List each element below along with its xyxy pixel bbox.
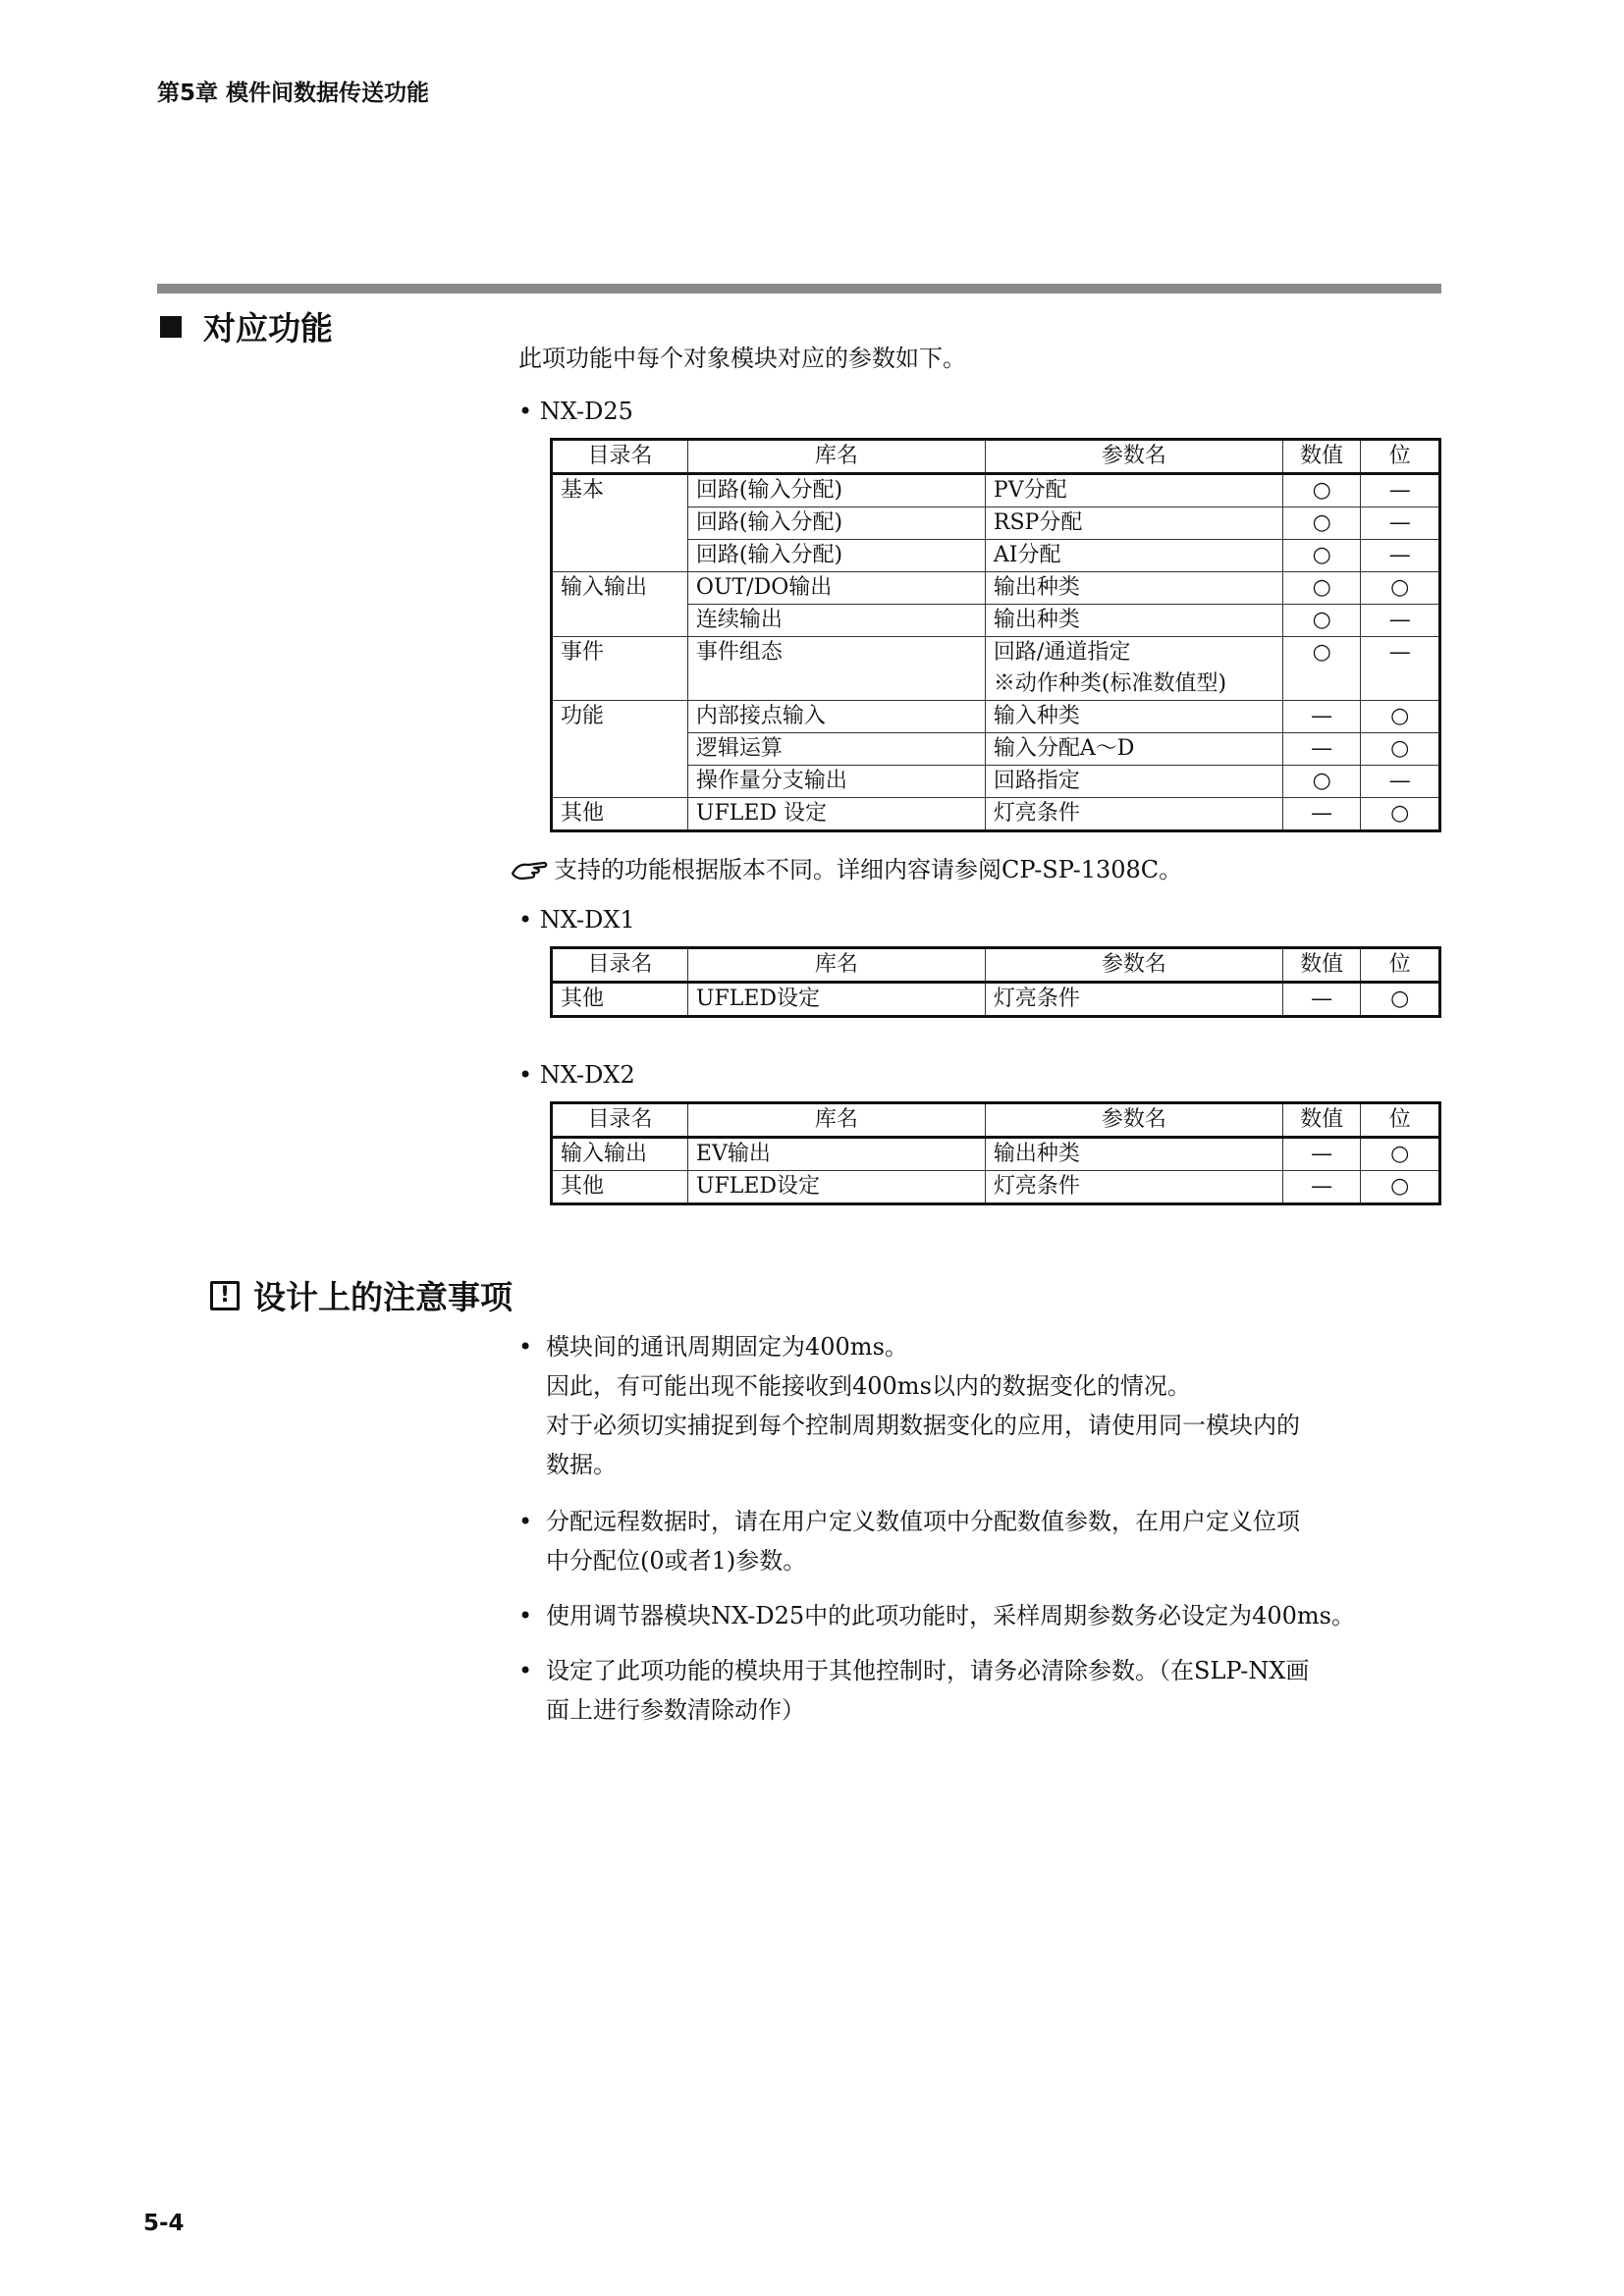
list-item xyxy=(518,1596,1355,1635)
table-cell: 回路(输入分配) xyxy=(687,474,985,507)
table-row xyxy=(552,1138,1440,1171)
table-cell: — xyxy=(1282,701,1361,733)
nx-dx2-label: • NX-DX2 xyxy=(518,1061,635,1089)
table-cell: 输出种类 xyxy=(985,1138,1282,1171)
square-bullet-icon xyxy=(160,316,182,338)
nx-d25-table xyxy=(550,438,1441,832)
table-cell: 其他 xyxy=(552,798,688,831)
col-header-library: 库名 xyxy=(687,948,985,983)
list-item xyxy=(518,1651,1309,1730)
table-cell: — xyxy=(1282,1171,1361,1204)
col-header-parameter: 参数名 xyxy=(985,948,1282,983)
table-cell: — xyxy=(1282,983,1361,1017)
table-cell: 输入输出 xyxy=(552,572,688,637)
bullet-dot-icon: • xyxy=(518,1657,533,1684)
nx-d25-label: • NX-D25 xyxy=(518,398,633,425)
col-header-value: 数值 xyxy=(1282,1103,1361,1138)
col-header-directory: 目录名 xyxy=(552,1103,688,1138)
table-cell: 内部接点输入 xyxy=(687,701,985,733)
table-cell: ○ xyxy=(1282,605,1361,637)
nx-dx1-label: • NX-DX1 xyxy=(518,906,635,934)
table-row xyxy=(552,701,1440,733)
table-cell: 基本 xyxy=(552,474,688,572)
section-title-text: 对应功能 xyxy=(203,309,333,347)
page-number: 5-4 xyxy=(143,2211,185,2236)
table-row xyxy=(552,1171,1440,1204)
nx-dx1-table xyxy=(550,946,1441,1018)
section-title-design-notes xyxy=(210,1272,513,1318)
col-header-bit: 位 xyxy=(1361,440,1440,474)
section-title-text: 设计上的注意事项 xyxy=(253,1278,513,1316)
table-cell: 事件组态 xyxy=(687,637,985,701)
list-item-line: 数据。 xyxy=(546,1451,617,1478)
table-cell: — xyxy=(1361,540,1440,572)
table-row xyxy=(552,637,1440,701)
table-cell: — xyxy=(1361,605,1440,637)
table-cell: AI分配 xyxy=(985,540,1282,572)
table-cell xyxy=(985,637,1282,701)
col-header-value: 数值 xyxy=(1282,440,1361,474)
list-item-line: 因此，有可能出现不能接收到400ms以内的数据变化的情况。 xyxy=(546,1372,1191,1400)
table-cell: ○ xyxy=(1282,572,1361,605)
table-cell: ○ xyxy=(1361,572,1440,605)
table-cell: 回路(输入分配) xyxy=(687,507,985,540)
table-cell: 输入种类 xyxy=(985,701,1282,733)
table-cell: — xyxy=(1282,733,1361,766)
table-cell: ○ xyxy=(1361,1171,1440,1204)
table-cell: 灯亮条件 xyxy=(985,798,1282,831)
col-header-bit: 位 xyxy=(1361,1103,1440,1138)
table-cell: 操作量分支输出 xyxy=(687,766,985,798)
chapter-header: 第5章 模件间数据传送功能 xyxy=(157,80,430,106)
table-cell: UFLED 设定 xyxy=(687,798,985,831)
table-cell: UFLED设定 xyxy=(687,983,985,1017)
version-note xyxy=(511,850,1182,884)
table-cell: — xyxy=(1361,766,1440,798)
table-cell: ○ xyxy=(1361,733,1440,766)
list-item xyxy=(518,1327,1300,1484)
table-cell: 输入输出 xyxy=(552,1138,688,1171)
table-cell: ○ xyxy=(1282,637,1361,701)
col-header-directory: 目录名 xyxy=(552,440,688,474)
table-cell: 输出种类 xyxy=(985,605,1282,637)
parameter-line: ※动作种类(标准数值型) xyxy=(993,671,1227,696)
table-cell: 其他 xyxy=(552,983,688,1017)
exclamation-box-icon: ! xyxy=(210,1281,240,1310)
table-row xyxy=(552,474,1440,507)
col-header-parameter: 参数名 xyxy=(985,1103,1282,1138)
table-cell: 输入分配A～D xyxy=(985,733,1282,766)
table-cell: 灯亮条件 xyxy=(985,1171,1282,1204)
table-cell: OUT/DO输出 xyxy=(687,572,985,605)
table-cell: — xyxy=(1282,1138,1361,1171)
list-item-line: 面上进行参数清除动作） xyxy=(546,1696,805,1724)
parameter-line: 回路/通道指定 xyxy=(993,640,1131,665)
col-header-bit: 位 xyxy=(1361,948,1440,983)
table-cell: PV分配 xyxy=(985,474,1282,507)
bullet-dot-icon: • xyxy=(518,1508,533,1535)
table-cell: 功能 xyxy=(552,701,688,798)
list-item-line: 使用调节器模块NX-D25中的此项功能时，采样周期参数务必设定为400ms。 xyxy=(546,1602,1356,1629)
section-title-functions xyxy=(160,303,333,349)
table-cell: 其他 xyxy=(552,1171,688,1204)
col-header-parameter: 参数名 xyxy=(985,440,1282,474)
table-cell: ○ xyxy=(1282,507,1361,540)
list-item-line: 对于必须切实捕捉到每个控制周期数据变化的应用，请使用同一模块内的 xyxy=(546,1412,1300,1439)
table-cell: EV输出 xyxy=(687,1138,985,1171)
col-header-value: 数值 xyxy=(1282,948,1361,983)
intro-text: 此项功能中每个对象模块对应的参数如下。 xyxy=(518,345,966,372)
table-cell: ○ xyxy=(1282,766,1361,798)
table-cell: 回路(输入分配) xyxy=(687,540,985,572)
table-cell: — xyxy=(1361,507,1440,540)
table-cell: 输出种类 xyxy=(985,572,1282,605)
table-cell: 连续输出 xyxy=(687,605,985,637)
table-row xyxy=(552,798,1440,831)
table-cell: ○ xyxy=(1361,701,1440,733)
table-cell: ○ xyxy=(1361,1138,1440,1171)
table-cell: ○ xyxy=(1361,798,1440,831)
list-item-line: 模块间的通讯周期固定为400ms。 xyxy=(546,1333,908,1361)
col-header-directory: 目录名 xyxy=(552,948,688,983)
table-cell: ○ xyxy=(1361,983,1440,1017)
col-header-library: 库名 xyxy=(687,440,985,474)
list-item-line: 设定了此项功能的模块用于其他控制时，请务必清除参数。（在SLP-NX画 xyxy=(546,1657,1310,1684)
table-cell: — xyxy=(1361,474,1440,507)
table-cell: — xyxy=(1282,798,1361,831)
table-row xyxy=(552,983,1440,1017)
table-cell: RSP分配 xyxy=(985,507,1282,540)
pointing-hand-icon xyxy=(511,854,550,881)
table-cell: 事件 xyxy=(552,637,688,701)
table-row xyxy=(552,572,1440,605)
list-item-line: 分配远程数据时，请在用户定义数值项中分配数值参数，在用户定义位项 xyxy=(546,1508,1300,1535)
table-cell: 逻辑运算 xyxy=(687,733,985,766)
bullet-dot-icon: • xyxy=(518,1602,533,1629)
col-header-library: 库名 xyxy=(687,1103,985,1138)
nx-dx2-table xyxy=(550,1101,1441,1205)
list-item xyxy=(518,1502,1300,1580)
table-cell: — xyxy=(1361,637,1440,701)
table-cell: 灯亮条件 xyxy=(985,983,1282,1017)
list-item-line: 中分配位(0或者1)参数。 xyxy=(546,1547,807,1575)
table-cell: ○ xyxy=(1282,540,1361,572)
table-cell: ○ xyxy=(1282,474,1361,507)
table-cell: UFLED设定 xyxy=(687,1171,985,1204)
version-note-text: 支持的功能根据版本不同。详细内容请参阅CP-SP-1308C。 xyxy=(554,856,1183,883)
section-divider xyxy=(157,284,1441,294)
table-cell: 回路指定 xyxy=(985,766,1282,798)
bullet-dot-icon: • xyxy=(518,1333,533,1361)
